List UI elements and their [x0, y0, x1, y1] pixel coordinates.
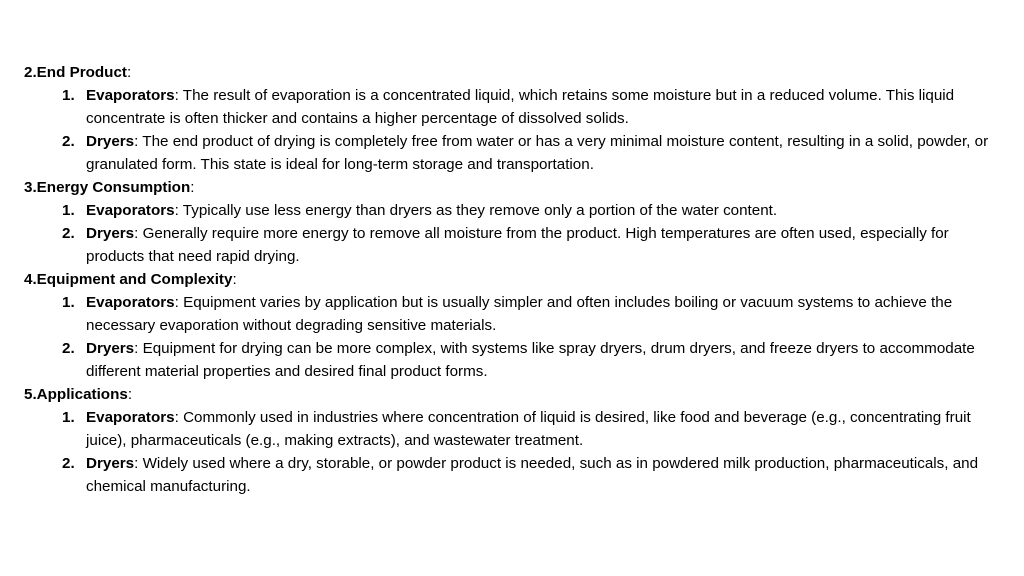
- item-term: Dryers: [86, 133, 135, 150]
- item-text: : Equipment for drying can be more complex, with systems like spray dryers, drum dryers, and freeze dryers to accommodate different material properties and desired final product forms.: [86, 340, 975, 380]
- item-list: [24, 199, 999, 268]
- section-applications: [24, 383, 999, 498]
- item-term: Evaporators: [86, 87, 175, 104]
- list-item: [24, 406, 999, 452]
- item-number: 2.: [62, 455, 75, 472]
- item-number: 1.: [62, 87, 75, 104]
- section-end-product: [24, 61, 999, 176]
- item-number: 2.: [62, 133, 75, 150]
- slide-content: [24, 61, 999, 498]
- item-number: 1.: [62, 202, 75, 219]
- item-text: : Typically use less energy than dryers as they remove only a portion of the water content.: [174, 202, 778, 219]
- section-equipment-complexity: [24, 268, 999, 383]
- item-term: Evaporators: [86, 202, 175, 219]
- item-text: : Equipment varies by application but is usually simpler and often includes boiling or vacuum systems to achieve the necessary evaporation without degrading sensitive materials.: [86, 294, 953, 334]
- list-item: [24, 337, 999, 383]
- section-colon: :: [190, 179, 195, 196]
- item-number: 2.: [62, 340, 75, 357]
- item-number: 1.: [62, 409, 75, 426]
- item-list: [24, 291, 999, 383]
- item-text: : Widely used where a dry, storable, or powder product is needed, such as in powdered milk production, pharmaceuticals, and chemical manufacturing.: [86, 455, 979, 495]
- section-heading: [24, 61, 999, 84]
- item-number: 1.: [62, 294, 75, 311]
- list-item: [24, 130, 999, 176]
- item-list: [24, 406, 999, 498]
- item-term: Dryers: [86, 225, 135, 242]
- section-colon: :: [232, 271, 237, 288]
- list-item: [24, 291, 999, 337]
- section-heading: [24, 268, 999, 291]
- item-text: : Commonly used in industries where concentration of liquid is desired, like food and beverage (e.g., concentrating fruit juice), pharmaceuticals (e.g., making extracts), and wastewater treatment.: [86, 409, 971, 449]
- section-energy-consumption: [24, 176, 999, 268]
- section-label: 3.Energy Consumption: [24, 179, 191, 196]
- item-term: Dryers: [86, 455, 135, 472]
- item-term: Evaporators: [86, 294, 175, 311]
- section-heading: [24, 383, 999, 406]
- list-item: [24, 199, 999, 222]
- section-colon: :: [127, 386, 133, 403]
- list-item: [24, 222, 999, 268]
- section-heading: [24, 176, 999, 199]
- section-label: 5.Applications: [24, 386, 128, 403]
- section-label: 2.End Product: [24, 64, 127, 81]
- item-term: Dryers: [86, 340, 135, 357]
- item-text: : The end product of drying is completely free from water or has a very minimal moisture content, resulting in a solid, powder, or granulated form. This state is ideal for long-term storage and transportation.: [86, 133, 989, 173]
- item-term: Evaporators: [86, 409, 175, 426]
- list-item: [24, 84, 999, 130]
- item-text: : Generally require more energy to remove all moisture from the product. High temperatures are often used, especially for products that need rapid drying.: [86, 225, 949, 265]
- item-number: 2.: [62, 225, 75, 242]
- section-colon: :: [126, 64, 132, 81]
- item-list: [24, 84, 999, 176]
- list-item: [24, 452, 999, 498]
- section-label: 4.Equipment and Complexity: [24, 271, 233, 288]
- item-text: : The result of evaporation is a concentrated liquid, which retains some moisture but in a reduced volume. This liquid concentrate is often thicker and contains a higher percentage of dissolved solids.: [86, 87, 955, 127]
